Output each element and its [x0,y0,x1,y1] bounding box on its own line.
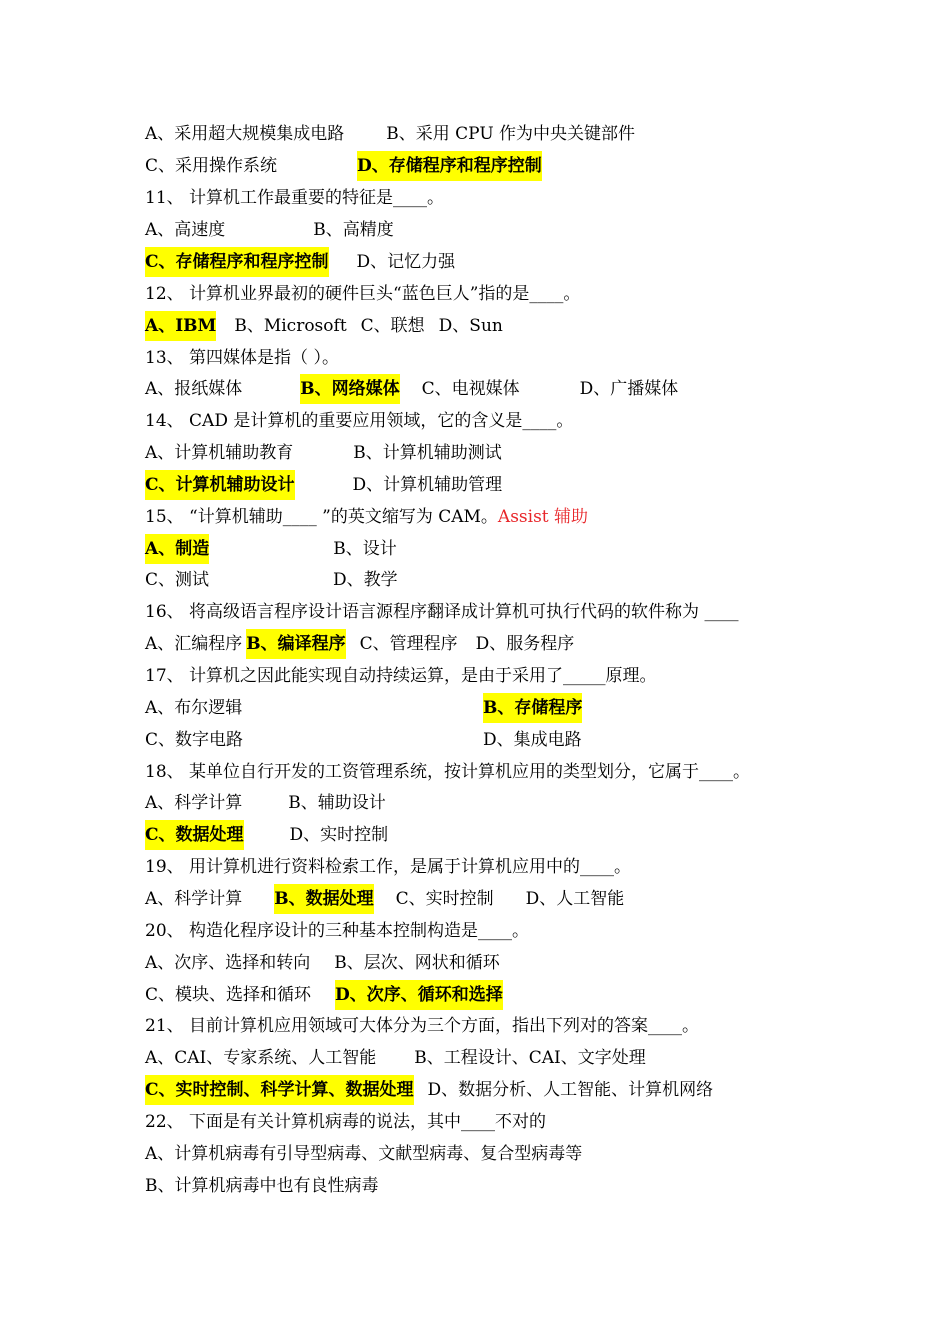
option-line [145,629,574,659]
question-20: 20、 构造化程序设计的三种基本控制构造是____。 [145,921,530,941]
option-line [145,820,388,850]
option-a: A、次序、选择和转向 [145,953,311,973]
answer-option-b: B、数据处理 [274,884,373,914]
option-d: D、服务程序 [475,634,575,654]
option-c: C、实时控制 [395,889,494,909]
option-line [145,247,455,277]
option-b: B、计算机病毒中也有良性病毒 [145,1176,379,1196]
option-line [145,151,542,181]
option-line [145,215,394,245]
option-d: D、教学 [333,570,398,590]
option-b: B、层次、网状和循环 [334,953,500,973]
option-line [145,374,678,404]
option-d: D、广播媒体 [579,379,679,399]
option-line [145,438,502,468]
answer-option-a: A、IBM [145,311,216,341]
question-14: 14、 CAD 是计算机的重要应用领域，它的含义是____。 [145,411,574,431]
option-line [145,470,502,500]
option-b: B、Microsoft [234,316,347,336]
option-line [145,725,582,755]
answer-option-b: B、编译程序 [246,629,345,659]
question-22: 22、 下面是有关计算机病毒的说法，其中____不对的 [145,1112,547,1132]
option-a: A、计算机病毒有引导型病毒、文献型病毒、复合型病毒等 [145,1144,583,1164]
option-a: A、汇编程序 [145,634,243,654]
option-a: A、科学计算 [145,889,243,909]
option-line [145,1043,646,1073]
option-a: A、CAI、专家系统、人工智能 [145,1048,377,1068]
answer-option-c: C、数据处理 [145,820,244,850]
option-line [145,948,500,978]
option-line [145,565,398,595]
option-d: D、实时控制 [289,825,389,845]
answer-option-c: C、计算机辅助设计 [145,470,295,500]
question-text: 15、 “计算机辅助____ ”的英文缩写为 CAM。 [145,507,498,527]
option-a: A、高速度 [145,220,226,240]
option-line [145,311,503,341]
option-line [145,884,624,914]
option-b: B、采用 CPU 作为中央关键部件 [386,124,636,144]
answer-option-b: B、网络媒体 [300,374,399,404]
option-b: B、工程设计、CAI、文字处理 [414,1048,646,1068]
question-11: 11、 计算机工作最重要的特征是____。 [145,188,445,208]
option-a: A、科学计算 [145,793,243,813]
question-18: 18、 某单位自行开发的工资管理系统，按计算机应用的类型划分，它属于____。 [145,762,751,782]
question-16: 16、 将高级语言程序设计语言源程序翻译成计算机可执行代码的软件称为 ____ [145,602,739,622]
option-b: B、计算机辅助测试 [353,443,502,463]
option-c: C、模块、选择和循环 [145,985,312,1005]
option-d: D、记忆力强 [356,252,456,272]
option-d: D、数据分析、人工智能、计算机网络 [427,1080,714,1100]
option-a: A、报纸媒体 [145,379,243,399]
option-line [145,693,583,723]
answer-option-c: C、存储程序和程序控制 [145,247,329,277]
option-line [145,1075,713,1105]
option-line [145,980,503,1010]
option-line [145,534,397,564]
question-12: 12、 计算机业界最初的硬件巨头“蓝色巨人”指的是____。 [145,284,581,304]
option-c: C、联想 [360,316,425,336]
question-17: 17、 计算机之因此能实现自动持续运算，是由于采用了_____原理。 [145,666,657,686]
option-b: B、高精度 [313,220,394,240]
answer-option-a: A、制造 [145,534,209,564]
question-21: 21、 目前计算机应用领域可大体分为三个方面，指出下列对的答案____。 [145,1016,700,1036]
option-c: C、测试 [145,570,210,590]
option-c: C、采用操作系统 [145,156,278,176]
option-b: B、辅助设计 [288,793,386,813]
option-d: D、Sun [438,316,503,336]
question-19: 19、 用计算机进行资料检索工作，是属于计算机应用中的____。 [145,857,632,877]
option-a: A、计算机辅助教育 [145,443,294,463]
option-c: C、电视媒体 [421,379,520,399]
option-c: C、数字电路 [145,730,244,750]
option-line [145,788,386,818]
answer-option-d: D、存储程序和程序控制 [357,151,542,181]
answer-option-b: B、存储程序 [483,693,582,723]
option-d: D、集成电路 [483,730,582,750]
red-annotation: Assist 辅助 [497,507,589,527]
option-a: A、布尔逻辑 [145,698,243,718]
question-13: 13、 第四媒体是指（ ）。 [145,348,339,368]
option-b: B、设计 [333,539,397,559]
answer-option-d: D、次序、循环和选择 [335,980,503,1010]
question-15 [145,502,588,532]
option-d: D、人工智能 [525,889,625,909]
option-a: A、采用超大规模集成电路 [145,124,345,144]
answer-option-c: C、实时控制、科学计算、数据处理 [145,1075,414,1105]
option-line [145,119,635,149]
option-d: D、计算机辅助管理 [352,475,503,495]
option-c: C、管理程序 [359,634,458,654]
